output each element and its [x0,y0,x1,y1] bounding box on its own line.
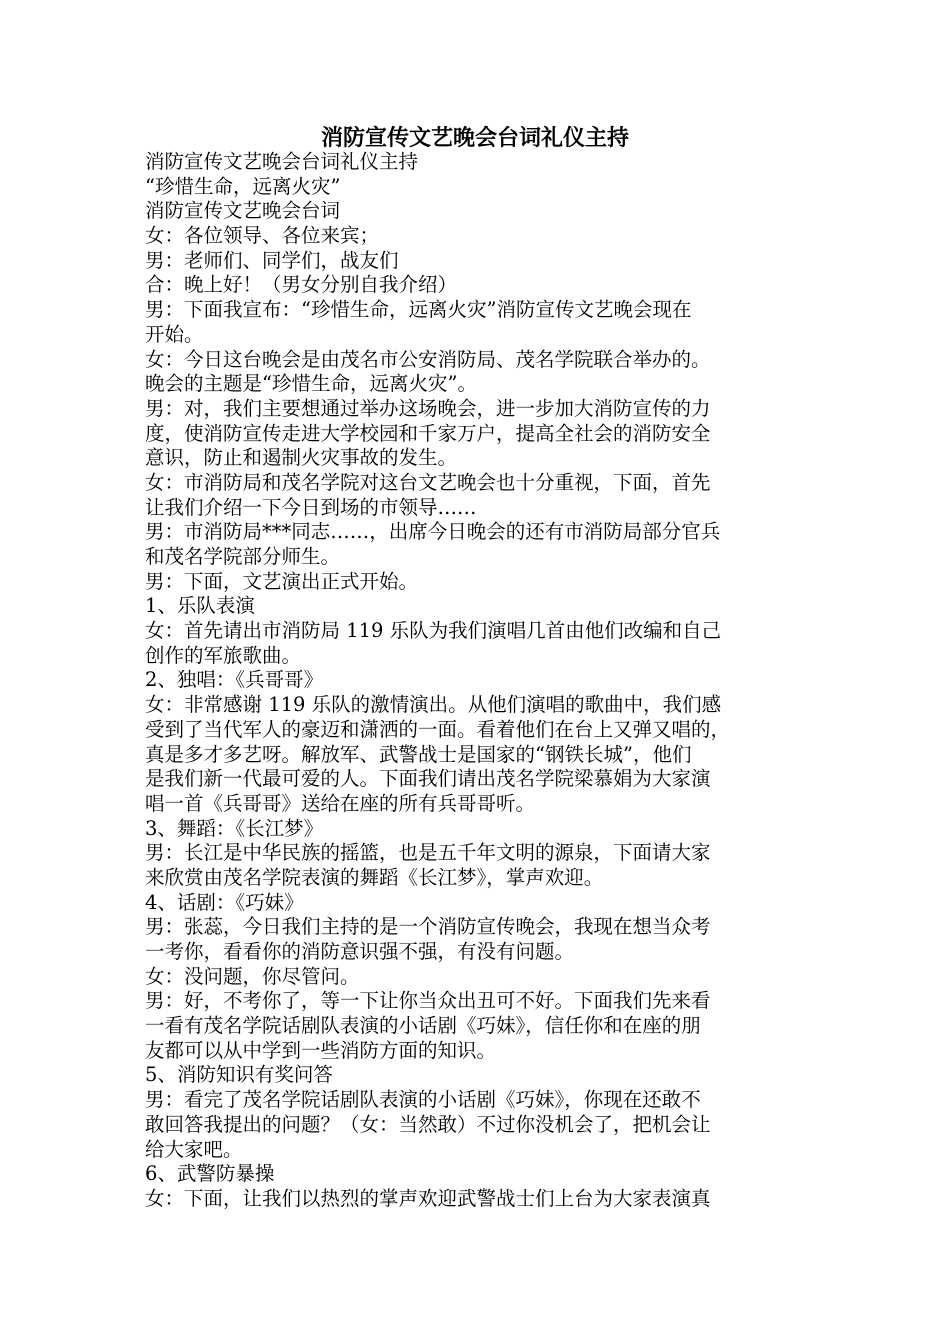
body-line: 男：老师们、同学们，战友们 [145,248,399,272]
body-line: “珍惜生命，远离火灾” [145,174,341,198]
body-line: 男：好，不考你了，等一下让你当众出丑可不好。下面我们先来看 [145,989,711,1013]
body-line: 男：市消防局***同志……，出席今日晚会的还有市消防局部分官兵 [145,520,721,544]
body-line: 男：对，我们主要想通过举办这场晚会，进一步加大消防宣传的力 [145,396,711,420]
body-line: 晚会的主题是“珍惜生命，远离火灾”。 [145,372,477,396]
body-line: 友都可以从中学到一些消防方面的知识。 [145,1038,497,1062]
body-line: 消防宣传文艺晚会台词 [145,199,341,223]
document-body [145,150,810,1212]
section-heading: 1、乐队表演 [145,594,255,618]
body-line: 给大家吧。 [145,1137,243,1161]
body-line: 男：下面，文艺演出正式开始。 [145,569,419,593]
section-heading: 6、武警防暴操 [145,1162,275,1186]
section-heading: 4、话剧：《巧妹》 [145,890,304,914]
body-line: 女：各位领导、各位来宾； [145,224,380,248]
body-line: 女：市消防局和茂名学院对这台文艺晚会也十分重视，下面，首先 [145,470,711,494]
document-title: 消防宣传文艺晚会台词礼仪主持 [320,125,629,151]
body-line: 来欣赏由茂名学院表演的舞蹈《长江梦》，掌声欢迎。 [145,865,604,889]
body-line: 一看有茂名学院话剧队表演的小话剧《巧妹》，信任你和在座的朋 [145,1014,701,1038]
body-line: 受到了当代军人的豪迈和潇洒的一面。看着他们在台上又弹又唱的， [145,717,731,741]
section-heading: 5、消防知识有奖问答 [145,1063,333,1087]
section-heading: 2、独唱：《兵哥哥》 [145,668,324,692]
body-line: 唱一首《兵哥哥》送给在座的所有兵哥哥听。 [145,791,536,815]
body-line: 度，使消防宣传走进大学校园和千家万户，提高全社会的消防安全 [145,421,711,445]
body-line: 让我们介绍一下今日到场的市领导…… [145,495,477,519]
body-line: 男：下面我宣布：“珍惜生命，远离火灾”消防宣传文艺晚会现在 [145,298,692,322]
body-line: 男：长江是中华民族的摇篮，也是五千年文明的源泉，下面请大家 [145,841,711,865]
body-line: 男：张蕊，今日我们主持的是一个消防宣传晚会，我现在想当众考 [145,915,711,939]
body-line: 敢回答我提出的问题？（女：当然敢）不过你没机会了，把机会让 [145,1112,711,1136]
body-line: 意识，防止和遏制火灾事故的发生。 [145,446,458,470]
body-line: 女：没问题，你尽管问。 [145,964,360,988]
body-line: 女：下面，让我们以热烈的掌声欢迎武警战士们上台为大家表演真 [145,1186,711,1210]
body-line: 女：非常感谢 119 乐队的激情演出。从他们演唱的歌曲中，我们感 [145,693,722,717]
body-line: 一考你，看看你的消防意识强不强，有没有问题。 [145,940,575,963]
body-line: 女：首先请出市消防局 119 乐队为我们演唱几首由他们改编和自己 [145,619,722,643]
section-heading: 3、舞蹈：《长江梦》 [145,816,324,840]
body-line: 创作的军旅歌曲。 [145,643,302,667]
body-line: 合：晚上好！（男女分别自我介绍） [145,273,458,297]
body-line: 女：今日这台晚会是由茂名市公安消防局、茂名学院联合举办的。 [145,347,711,371]
body-line: 是我们新一代最可爱的人。下面我们请出茂名学院梁慕娟为大家演 [145,767,711,791]
body-line: 消防宣传文艺晚会台词礼仪主持 [145,150,419,173]
body-line: 开始。 [145,322,204,346]
body-line: 真是多才多艺呀。解放军、武警战士是国家的“钢铁长城”，他们 [145,742,692,766]
body-line: 男：看完了茂名学院话剧队表演的小话剧《巧妹》，你现在还敢不 [145,1088,701,1112]
body-line: 和茂名学院部分师生。 [145,545,341,568]
